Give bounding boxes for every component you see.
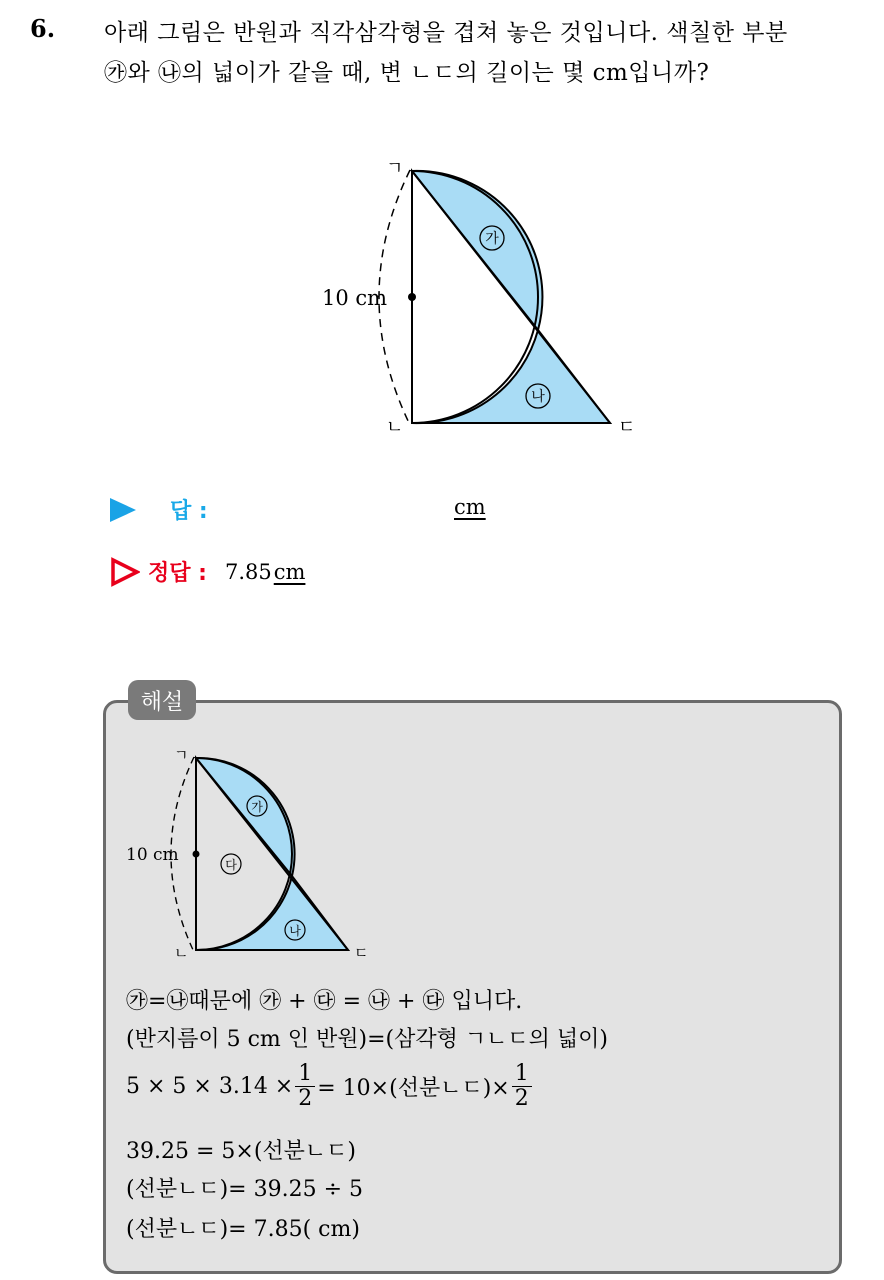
- center-dot: [408, 293, 416, 301]
- answer-arrow-icon: [110, 498, 136, 522]
- solution-figure: [118, 740, 378, 960]
- correct-answer-value: 7.85: [224, 559, 272, 584]
- solution-line-1b: ㉮ + ㉰ = ㉯ + ㉰ 입니다.: [259, 989, 523, 1014]
- semicircle-triangle-figure: [300, 150, 660, 450]
- answer-label: 답 :: [170, 499, 208, 524]
- answer-input-unit[interactable]: [454, 495, 486, 519]
- solution-center-dot: [193, 851, 200, 858]
- question-text-line1: 아래 그림은 반원과 직각삼각형을 겹쳐 놓은 것입니다. 색칠한 부분: [104, 20, 788, 46]
- correct-answer-row: [110, 556, 305, 587]
- correct-arrow-icon: [110, 557, 140, 587]
- region-ga-label: 가: [485, 231, 499, 247]
- solution-line-1: [126, 984, 522, 1015]
- correct-answer-unit: cm: [273, 559, 306, 584]
- solution-vertex-right: ㄷ: [354, 944, 369, 960]
- solution-length-label: 10 cm: [126, 845, 179, 865]
- solution-vertex-top: ㄱ: [174, 746, 189, 764]
- solution-line-3a: 5 × 5 × 3.14 ×: [126, 1074, 294, 1100]
- solution-region-ga-label: 가: [251, 800, 263, 814]
- question-number: 6.: [30, 14, 56, 43]
- region-na-label: 나: [531, 389, 545, 405]
- solution-region-da-label: 다: [225, 858, 237, 872]
- solution-line-1a: ㉮=㉯때문에: [126, 989, 260, 1014]
- correct-answer-label: 정답 :: [148, 561, 207, 586]
- answer-row: [110, 494, 208, 525]
- vertex-label-right: ㄷ: [618, 417, 636, 438]
- solution-tag: 해설: [128, 680, 196, 720]
- fraction-half-1: $\frac{1}{2}$: [295, 1062, 315, 1111]
- vertex-label-bottom: ㄴ: [386, 417, 404, 438]
- solution-region-na-label: 나: [289, 924, 301, 938]
- solution-line-3: [126, 1062, 534, 1111]
- solution-vertex-bottom: ㄴ: [174, 944, 189, 960]
- vertex-label-top: ㄱ: [386, 158, 404, 179]
- question-text-line2: ㉮와 ㉯의 넓이가 같을 때, 변 ㄴㄷ의 길이는 몇 cm입니까?: [104, 60, 710, 86]
- solution-line-4: 39.25 = 5×(선분ㄴㄷ): [126, 1139, 357, 1164]
- solution-line-3b: = 10×(선분ㄴㄷ)×: [317, 1076, 510, 1102]
- answer-unit: cm: [454, 495, 486, 519]
- solution-line-5: (선분ㄴㄷ)= 39.25 ÷ 5: [126, 1177, 363, 1202]
- length-label: 10 cm: [322, 286, 388, 310]
- fraction-half-2: $\frac{1}{2}$: [512, 1062, 532, 1111]
- solution-line-2: (반지름이 5 cm 인 반원)=(삼각형 ㄱㄴㄷ의 넓이): [126, 1027, 608, 1052]
- solution-line-6: (선분ㄴㄷ)= 7.85( cm): [126, 1217, 360, 1242]
